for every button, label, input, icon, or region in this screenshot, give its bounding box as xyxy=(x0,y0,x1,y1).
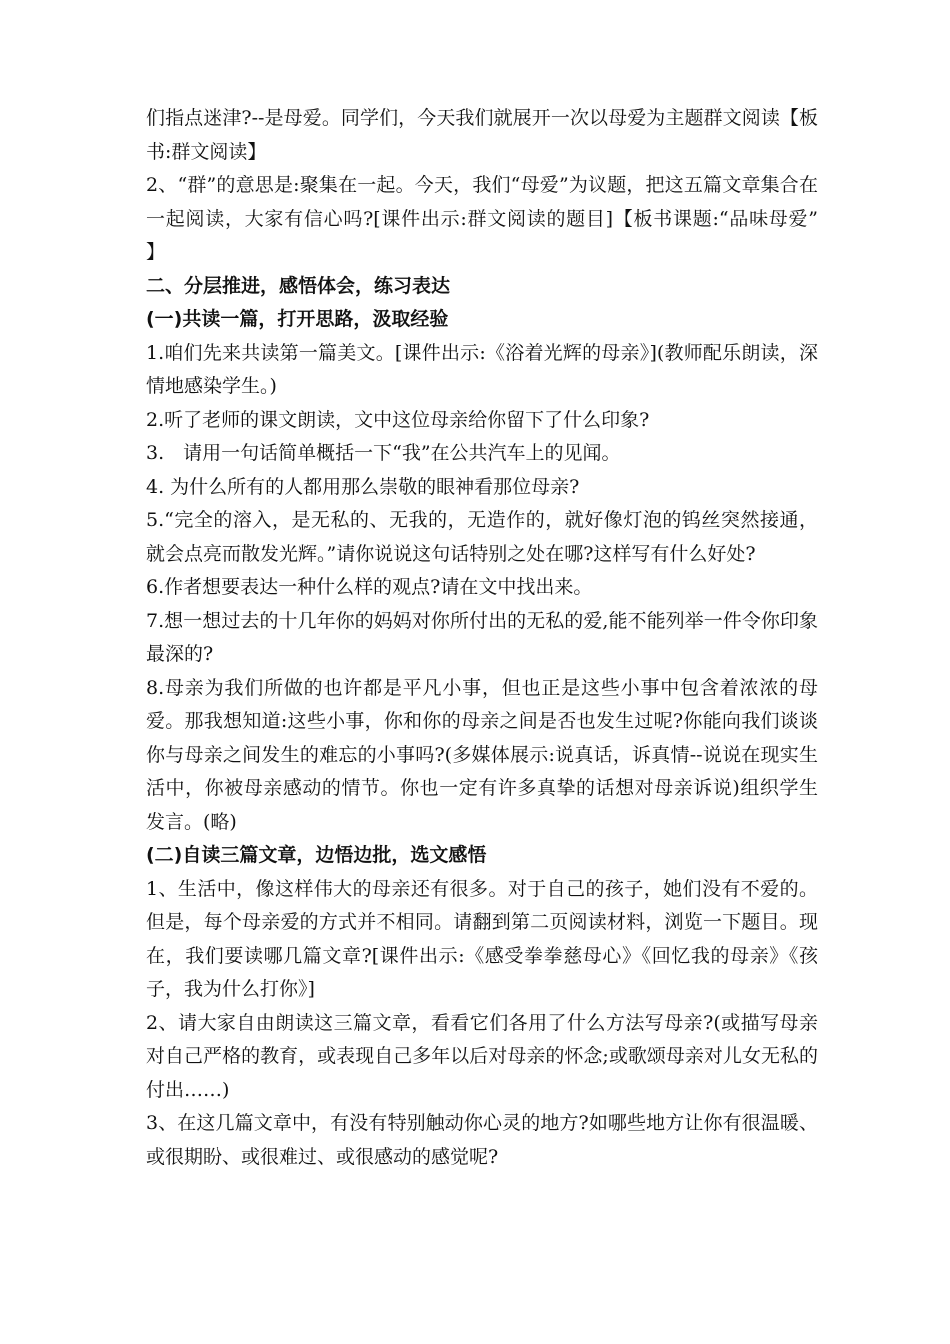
subsection-heading: (一)共读一篇，打开思路，汲取经验 xyxy=(146,308,449,330)
paragraph: 3、在这几篇文章中，有没有特别触动你心灵的地方?如哪些地方让你有很温暖、或很期盼、或很难过、或很感动的感觉呢? xyxy=(146,1112,818,1168)
paragraph: 7.想一想过去的十几年你的妈妈对你所付出的无私的爱,能不能列举一件令你印象最深的? xyxy=(146,609,818,665)
document-body xyxy=(146,102,844,1174)
paragraph: 3. 请用一句话简单概括一下“我”在公共汽车上的见闻。 xyxy=(146,442,621,464)
paragraph: 2、请大家自由朗读这三篇文章，看看它们各用了什么方法写母亲?(或描写母亲对自己严格的教育，或表现自己多年以后对母亲的怀念;或歌颂母亲对儿女无私的付出……) xyxy=(146,1011,818,1101)
paragraph: 6.作者想要表达一种什么样的观点?请在文中找出来。 xyxy=(146,576,593,598)
paragraph: 2.听了老师的课文朗读，文中这位母亲给你留下了什么印象? xyxy=(146,408,650,431)
paragraph: 1.咱们先来共读第一篇美文。[课件出示:《浴着光辉的母亲》](教师配乐朗读，深情地感染学生。) xyxy=(146,341,818,397)
paragraph: 1、生活中，像这样伟大的母亲还有很多。对于自己的孩子，她们没有不爱的。但是，每个母亲爱的方式并不相同。请翻到第二页阅读材料，浏览一下题目。现在，我们要读哪几篇文章?[课件出示:《感受拳拳慈母心》《回忆我的母亲》《孩子，我为什么打你》] xyxy=(146,877,818,1000)
paragraph: 4. 为什么所有的人都用那么崇敬的眼神看那位母亲? xyxy=(146,475,580,498)
paragraph: 8.母亲为我们所做的也许都是平凡小事，但也正是这些小事中包含着浓浓的母爱。那我想知道:这些小事，你和你的母亲之间是否也发生过呢?你能向我们谈谈你与母亲之间发生的难忘的小事吗?(多媒体展示:说真话，诉真情--说说在现实生活中，你被母亲感动的情节。你也一定有许多真挚的话想对母亲诉说)组织学生发言。(略) xyxy=(146,676,818,833)
paragraph: 5.“完全的溶入，是无私的、无我的，无造作的，就好像灯泡的钨丝突然接通，就会点亮而散发光辉。”请你说说这句话特别之处在哪?这样写有什么好处? xyxy=(146,509,818,565)
paragraph: 们指点迷津?--是母爱。同学们，今天我们就展开一次以母爱为主题群文阅读【板书:群文阅读】 xyxy=(146,107,818,163)
paragraph: 2、“群”的意思是:聚集在一起。今天，我们“母爱”为议题，把这五篇文章集合在一起阅读，大家有信心吗?[课件出示:群文阅读的题目]【板书课题:“品味母爱” 】 xyxy=(146,174,844,263)
section-heading: 二、分层推进，感悟体会，练习表达 xyxy=(146,274,451,297)
subsection-heading: (二)自读三篇文章，边悟边批，选文感悟 xyxy=(146,844,487,866)
